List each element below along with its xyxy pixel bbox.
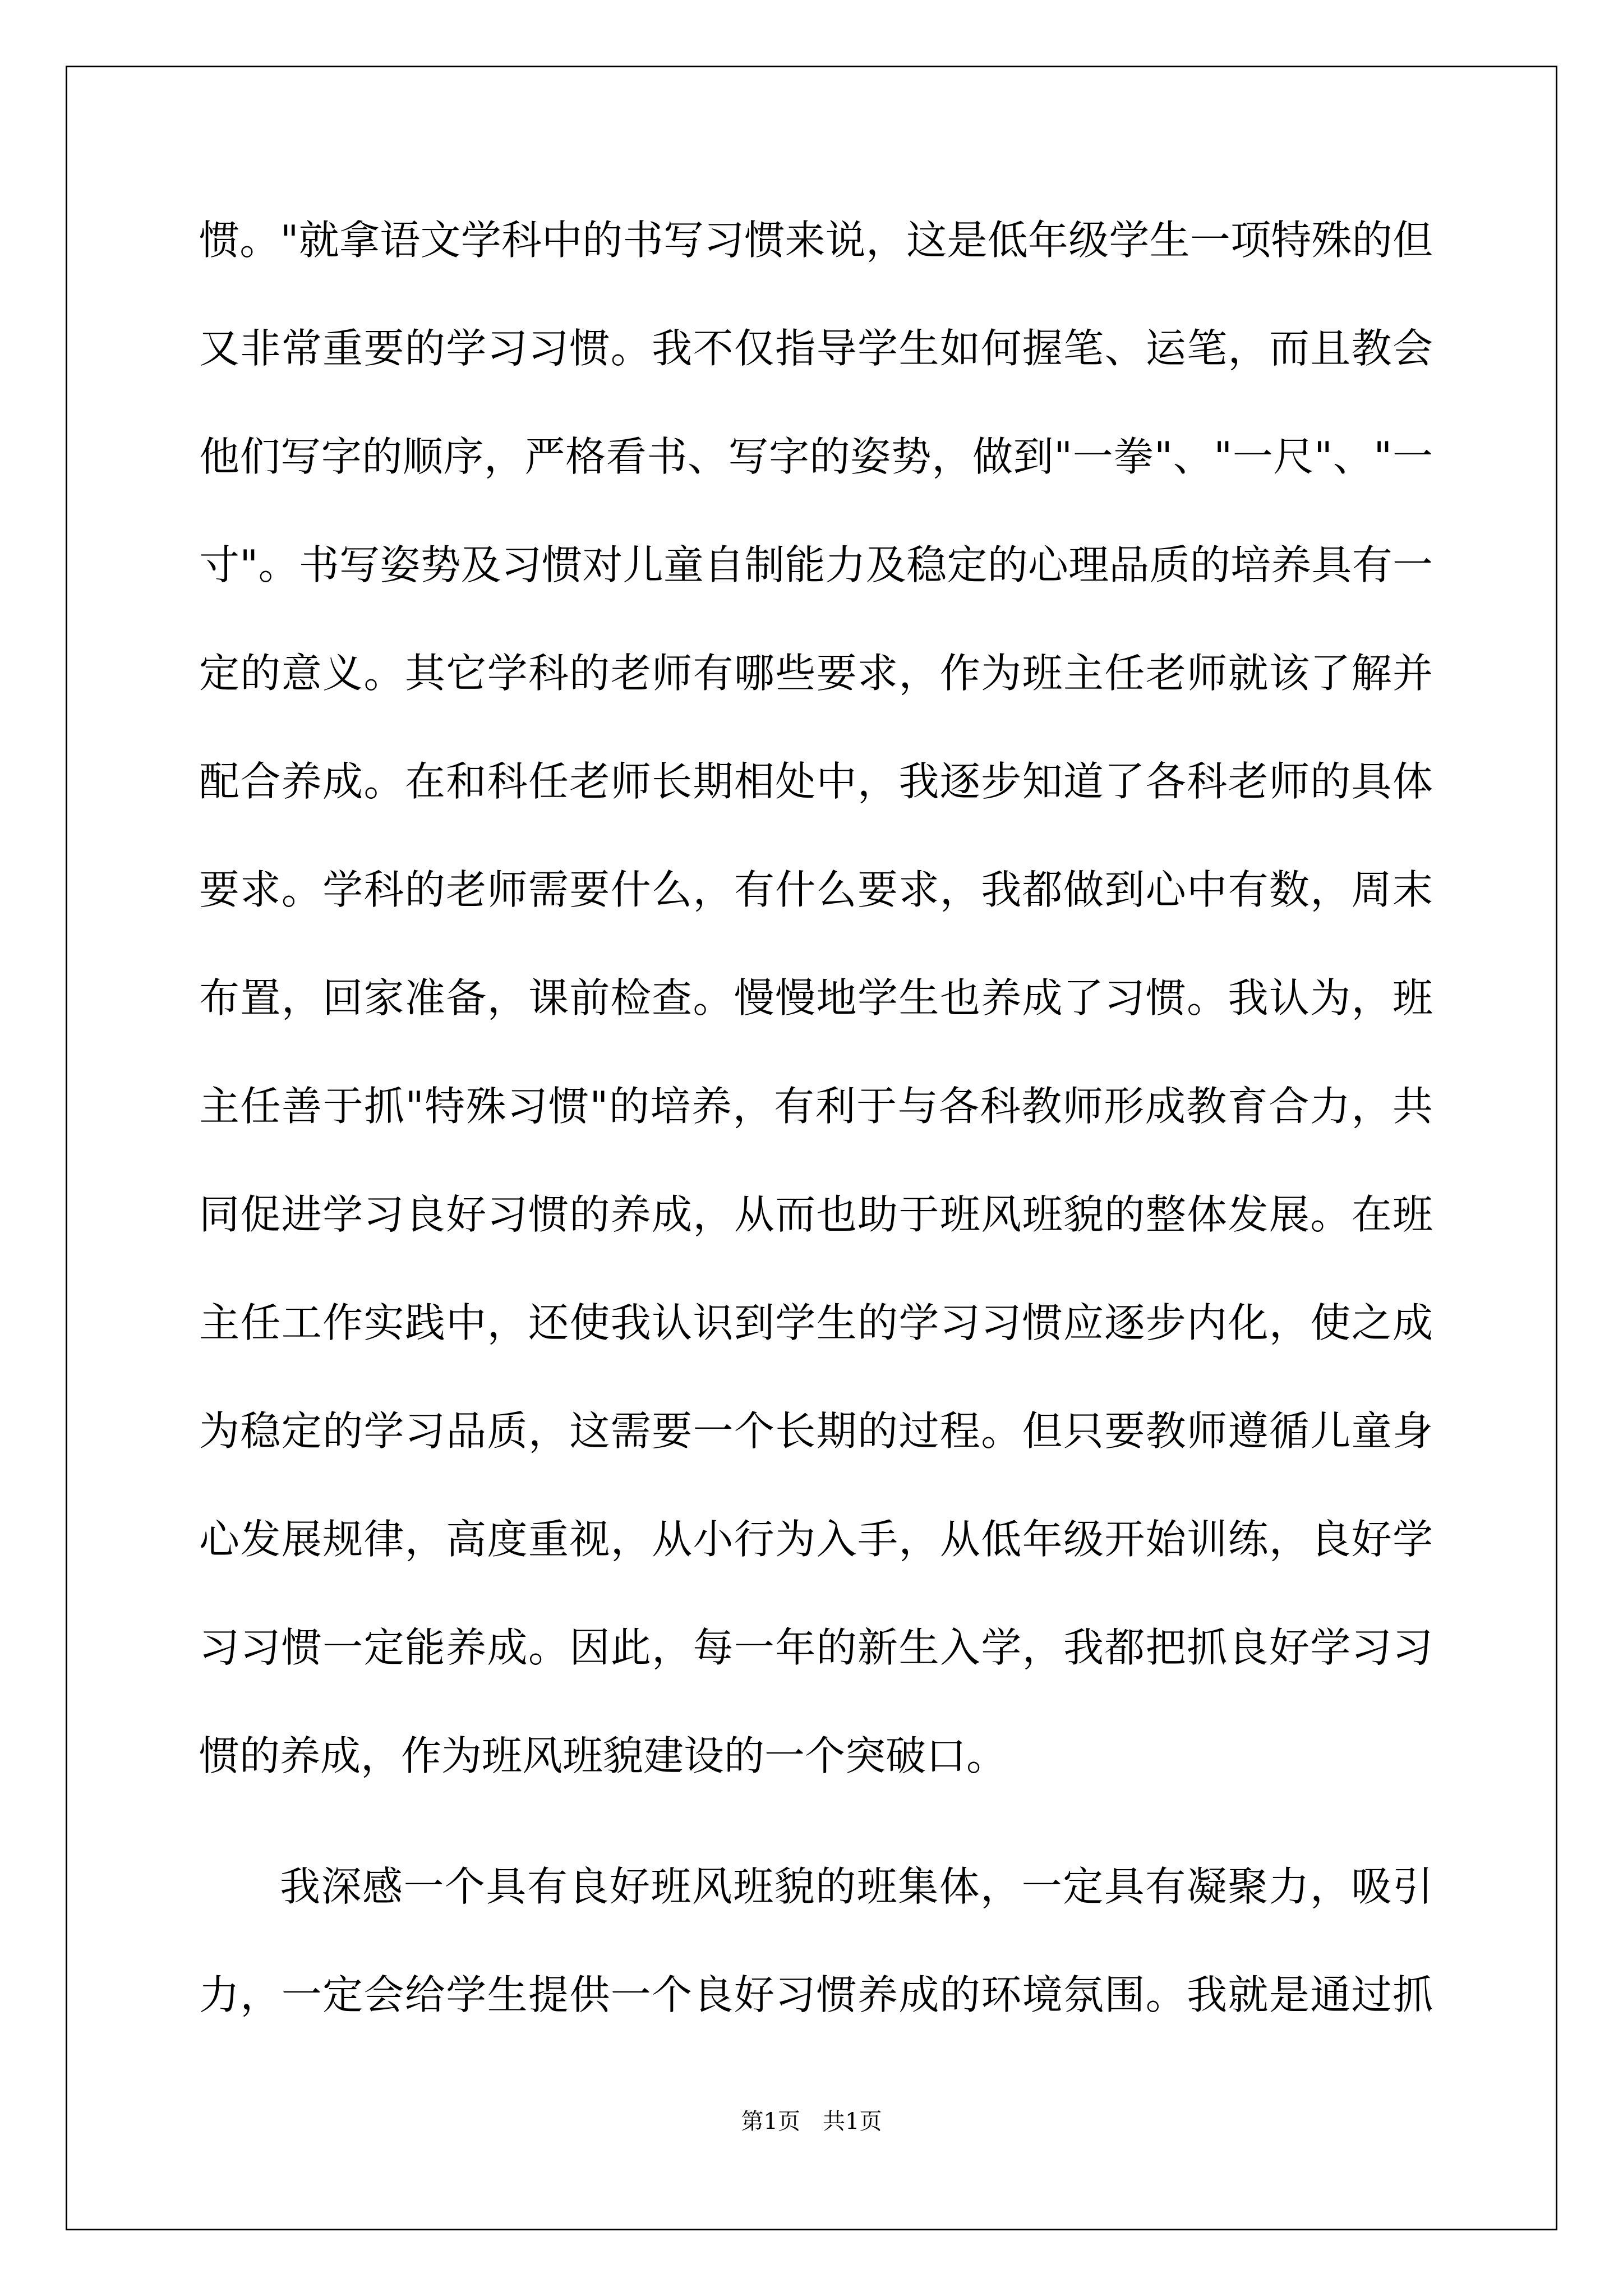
text-line: 惯。"就拿语文学科中的书写习惯来说，这是低年级学生一项特殊的但 bbox=[199, 217, 1433, 264]
document-body bbox=[199, 215, 1433, 2078]
text-line: 布置，回家准备，课前检查。慢慢地学生也养成了习惯。我认为，班 bbox=[199, 974, 1433, 1022]
text-line: 习习惯一定能养成。因此，每一年的新生入学，我都把抓良好学习习 bbox=[199, 1624, 1433, 1671]
paragraph-1 bbox=[199, 215, 1433, 1839]
text-line: 力，一定会给学生提供一个良好习惯养成的环境氛围。我就是通过抓 bbox=[199, 1971, 1433, 2018]
text-line: 寸"。书写姿势及习惯对儿童自制能力及稳定的心理品质的培养具有一 bbox=[199, 541, 1433, 588]
text-line: 主任善于抓"特殊习惯"的培养，有利于与各科教师形成教育合力，共 bbox=[199, 1083, 1433, 1130]
text-line: 心发展规律，高度重视，从小行为入手，从低年级开始训练，良好学 bbox=[199, 1516, 1433, 1563]
page-number-footer: 第1页 共1页 bbox=[741, 2109, 882, 2134]
text-line: 我深感一个具有良好班风班貌的班集体，一定具有凝聚力，吸引 bbox=[280, 1863, 1433, 1910]
text-line: 为稳定的学习品质，这需要一个长期的过程。但只要教师遵循儿童身 bbox=[199, 1407, 1433, 1455]
text-line: 定的意义。其它学科的老师有哪些要求，作为班主任老师就该了解并 bbox=[199, 650, 1433, 697]
text-line: 又非常重要的学习习惯。我不仅指导学生如何握笔、运笔，而且教会 bbox=[199, 325, 1433, 372]
text-line: 同促进学习良好习惯的养成，从而也助于班风班貌的整体发展。在班 bbox=[199, 1191, 1433, 1238]
paragraph-spacer bbox=[199, 1839, 1433, 1861]
text-line: 配合养成。在和科任老师长期相处中，我逐步知道了各科老师的具体 bbox=[199, 758, 1433, 805]
text-line: 主任工作实践中，还使我认识到学生的学习习惯应逐步内化，使之成 bbox=[199, 1299, 1433, 1346]
text-line: 惯的养成，作为班风班貌建设的一个突破口。 bbox=[199, 1732, 1007, 1779]
text-line: 要求。学科的老师需要什么，有什么要求，我都做到心中有数，周末 bbox=[199, 866, 1433, 913]
paragraph-2 bbox=[199, 1861, 1433, 2078]
text-line: 他们写字的顺序，严格看书、写字的姿势，做到"一拳"、"一尺"、"一 bbox=[199, 433, 1433, 480]
